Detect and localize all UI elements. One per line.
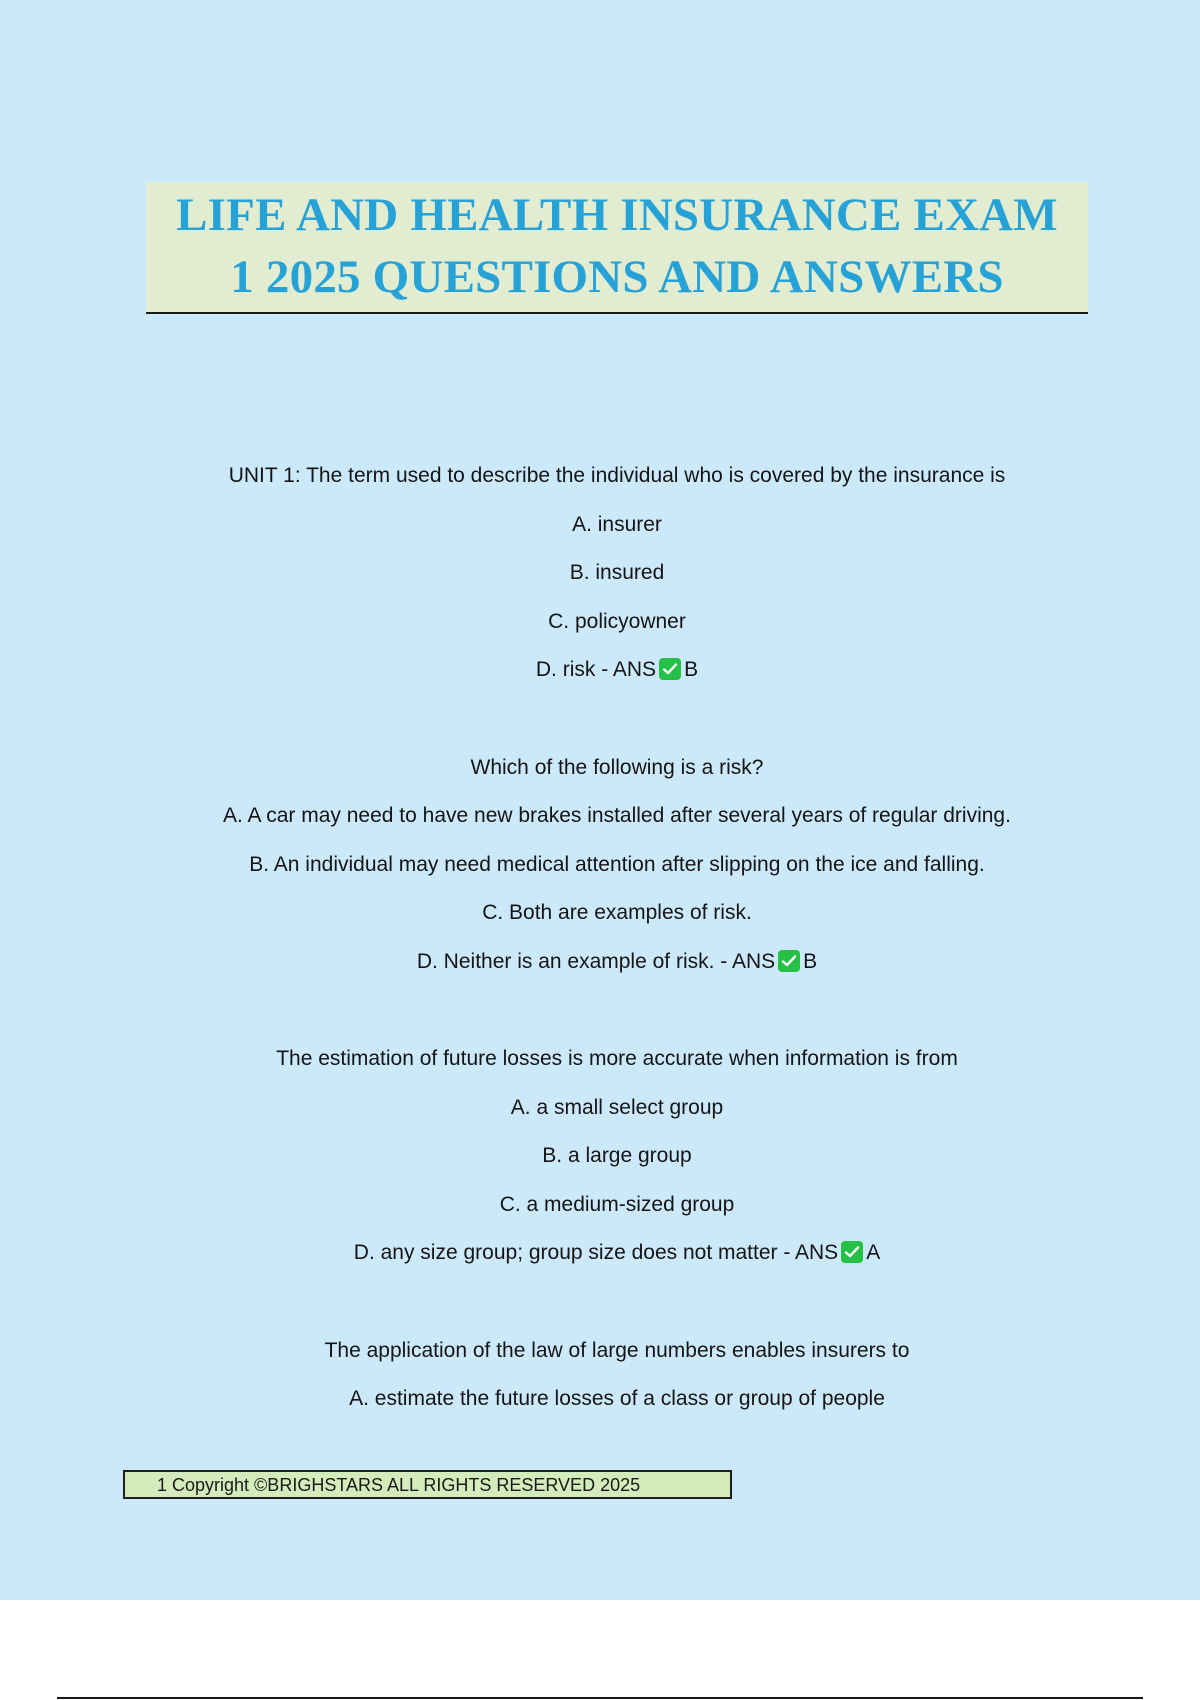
check-icon (841, 1241, 863, 1263)
correct-answer: B (803, 949, 818, 973)
check-icon (659, 658, 681, 680)
answer-option-text: D. any size group; group size does not matter - ANS (353, 1241, 839, 1264)
copyright-footer: 1 Copyright ©BRIGHSTARS ALL RIGHTS RESERVED 2025 (123, 1470, 732, 1499)
question-4 (0, 1327, 1200, 1424)
answer-option: B. a large group (542, 1144, 692, 1167)
answer-option-last (0, 938, 1200, 987)
question-prompt: Which of the following is a risk? (470, 755, 764, 779)
page-divider (57, 1697, 1143, 1699)
spacer (0, 986, 1200, 1035)
question-3 (0, 1035, 1200, 1278)
correct-answer: A (866, 1241, 881, 1264)
check-icon (778, 950, 800, 972)
spacer (0, 1278, 1200, 1327)
question-1 (0, 452, 1200, 695)
answer-option: B. An individual may need medical attention after slipping on the ice and falling. (249, 852, 985, 876)
title-line-1: LIFE AND HEALTH INSURANCE EXAM (176, 189, 1058, 241)
question-prompt: UNIT 1: The term used to describe the individual who is covered by the insurance is (228, 464, 1006, 487)
answer-option-last (0, 1229, 1200, 1278)
correct-answer: B (684, 658, 699, 681)
answer-option-last (0, 646, 1200, 695)
answer-option: C. a medium-sized group (499, 1192, 735, 1216)
answer-option: B. insured (569, 561, 665, 584)
answer-option: A. estimate the future losses of a class or group of people (349, 1387, 885, 1410)
question-prompt: The estimation of future losses is more accurate when information is from (276, 1047, 958, 1070)
question-2 (0, 744, 1200, 987)
document-title (146, 182, 1088, 314)
answer-option: C. policyowner (548, 609, 686, 633)
question-prompt: The application of the law of large numbers enables insurers to (324, 1338, 910, 1362)
answer-option: A. a small select group (510, 1095, 724, 1119)
answer-option: A. insurer (572, 512, 662, 536)
answer-option-text: D. Neither is an example of risk. - ANS (416, 949, 776, 973)
answer-option: C. Both are examples of risk. (482, 901, 752, 924)
answer-option: A. A car may need to have new brakes installed after several years of regular driving. (223, 804, 1011, 827)
answer-option-text: D. risk - ANS (535, 658, 657, 681)
title-line-2: 1 2025 QUESTIONS AND ANSWERS (230, 251, 1004, 303)
question-list (0, 452, 1200, 1424)
spacer (0, 695, 1200, 744)
